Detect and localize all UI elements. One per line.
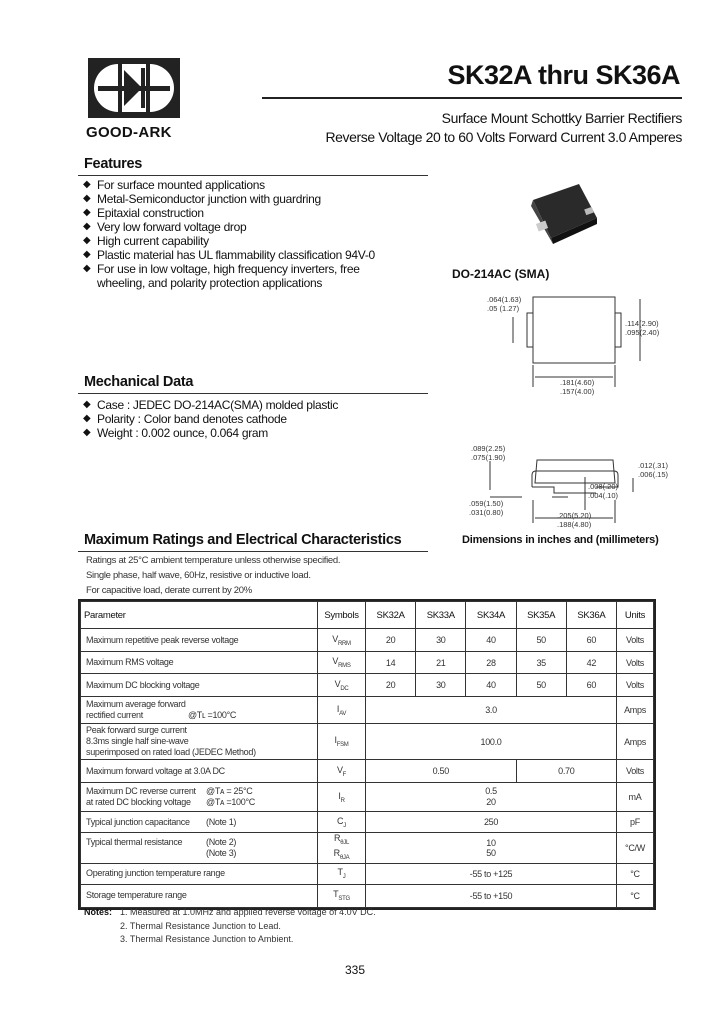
symbol-sub: STG	[338, 895, 350, 902]
value-line: 10	[486, 837, 496, 848]
value-cell: 40	[466, 629, 516, 652]
table-row	[81, 629, 654, 652]
diode-logo-icon	[88, 58, 180, 118]
mechanical-item: ◆ Weight : 0.002 ounce, 0.064 gram	[83, 426, 338, 440]
unit-cell: °C/W	[617, 833, 654, 864]
symbol: V	[334, 678, 341, 689]
note-item: 3. Thermal Resistance Junction to Ambient.	[120, 934, 294, 944]
dim-value: .181(4.60)	[560, 378, 595, 387]
table-row	[81, 812, 654, 833]
param-line: 8.3ms single half sine-wave	[86, 736, 189, 746]
value-cell: 21	[416, 652, 466, 674]
page-number: 335	[345, 963, 366, 977]
value-cell: 28	[466, 652, 516, 674]
value-cell: 14	[366, 652, 416, 674]
symbol-sub: RMS	[338, 662, 351, 669]
value-line: 20	[486, 797, 496, 807]
symbol-cell	[318, 724, 366, 760]
value-cell: 60	[566, 629, 616, 652]
param-cell	[81, 833, 318, 864]
symbol-cell	[318, 674, 366, 697]
condition-note: Single phase, half wave, 60Hz, resistive or inductive load.	[86, 570, 311, 581]
symbol-cell	[318, 760, 366, 783]
param-line: Maximum DC reverse current	[86, 786, 196, 796]
param-line: superimposed on rated load (JEDEC Method)	[86, 747, 256, 757]
dim-value: .205(5.20)	[557, 511, 592, 520]
unit-cell: Volts	[617, 652, 654, 674]
ratings-divider	[78, 551, 428, 552]
dim-overall-length	[557, 511, 591, 529]
package-label: DO-214AC (SMA)	[452, 267, 550, 281]
symbol: R	[333, 847, 340, 858]
note-item: 1. Measured at 1.0MHz and applied reverse voltage of 4.0V DC.	[120, 907, 376, 917]
dim-value: .157(4.00)	[560, 387, 595, 396]
ratings-conditions	[86, 553, 340, 598]
table-row	[81, 697, 654, 724]
col-header: SK32A	[366, 602, 416, 629]
value-cell: 42	[566, 652, 616, 674]
value-cell: 20	[366, 629, 416, 652]
dim-value: .188(4.80)	[557, 520, 592, 529]
notes	[84, 906, 376, 947]
col-header: Symbols	[318, 602, 366, 629]
symbol-sub: J	[343, 822, 346, 829]
ratings-heading: Maximum Ratings and Electrical Characteristics	[84, 532, 402, 548]
param-line: at rated DC blocking voltage	[86, 797, 191, 807]
dim-value: .031(0.80)	[469, 508, 504, 517]
param-line: Typical thermal resistance	[86, 836, 183, 847]
param-condition: @Tᴀ = 25°C	[206, 786, 253, 796]
unit-cell: °C	[617, 863, 654, 884]
subtitle-product-type: Surface Mount Schottky Barrier Rectifiers	[441, 110, 682, 126]
condition-note: For capacitive load, derate current by 20%	[86, 585, 252, 596]
col-header: SK35A	[516, 602, 566, 629]
param-line: Maximum average forward	[86, 699, 186, 709]
unit-cell: pF	[617, 812, 654, 833]
symbol-sub: FSM	[336, 741, 349, 748]
symbol: R	[334, 833, 341, 843]
value-line: 0.5	[485, 786, 497, 796]
symbol: V	[332, 633, 338, 644]
unit-cell: Amps	[617, 724, 654, 760]
dim-height	[471, 444, 505, 462]
features-divider	[78, 175, 428, 176]
dim-value: .075(1.90)	[471, 453, 506, 462]
condition-note: Ratings at 25°C ambient temperature unless otherwise specified.	[86, 555, 341, 566]
param-line: Peak forward surge current	[86, 725, 187, 735]
col-header: SK34A	[466, 602, 516, 629]
col-header: Units	[617, 602, 654, 629]
dimensions-caption: Dimensions in inches and (millimeters)	[462, 534, 659, 546]
dim-lead-length	[469, 499, 503, 517]
param-cell: Storage temperature range	[81, 884, 318, 907]
table-row	[81, 674, 654, 697]
symbol: T	[337, 867, 343, 878]
feature-item: ◆ Very low forward voltage drop	[83, 220, 375, 234]
symbol-cell	[318, 812, 366, 833]
symbol-cell	[318, 884, 366, 907]
feature-item: ◆ High current capability	[83, 234, 375, 248]
dim-value: .114(2.90)	[625, 319, 659, 328]
unit-cell: Volts	[617, 629, 654, 652]
table-row	[81, 833, 654, 864]
param-cell: Maximum RMS voltage	[81, 652, 318, 674]
value-cell: 40	[466, 674, 516, 697]
symbol: V	[332, 656, 339, 667]
feature-item-continued: wheeling, and polarity protection applications	[97, 276, 323, 290]
dim-value: .064(1.63)	[487, 295, 522, 304]
symbol-sub: R	[340, 797, 345, 804]
value-cell: 30	[416, 674, 466, 697]
symbol-cell	[318, 652, 366, 674]
value-line: 50	[486, 847, 496, 858]
feature-item: ◆ For use in low voltage, high frequency inverters, free	[83, 262, 375, 276]
symbol-sub: θJL	[340, 839, 349, 846]
unit-cell: Volts	[617, 674, 654, 697]
table-row	[81, 884, 654, 907]
symbol: I	[334, 735, 337, 746]
ratings-table	[78, 599, 656, 910]
brand-name: GOOD-ARK	[86, 124, 172, 141]
sma-package-photo	[527, 178, 601, 248]
dim-lead-thickness	[638, 461, 668, 479]
symbol: I	[336, 703, 340, 714]
mechanical-heading: Mechanical Data	[84, 374, 194, 390]
symbol-sub: F	[342, 771, 347, 778]
value-cell: 60	[566, 674, 616, 697]
feature-item: ◆ Epitaxial construction	[83, 206, 375, 220]
mechanical-item: ◆ Case : JEDEC DO-214AC(SMA) molded plastic	[83, 398, 338, 412]
features-heading: Features	[84, 156, 143, 172]
dim-standoff	[588, 482, 618, 500]
value-cell: 250	[366, 812, 617, 833]
dim-value: .059(1.50)	[469, 499, 504, 508]
dim-value: .004(.10)	[588, 491, 619, 500]
value-cell: 30	[416, 629, 466, 652]
unit-cell: °C	[617, 884, 654, 907]
notes-label: Notes:	[84, 907, 113, 917]
unit-cell: Volts	[617, 760, 654, 783]
mechanical-list	[83, 398, 338, 440]
feature-item: ◆ Plastic material has UL flammability classification 94V-0	[83, 248, 375, 262]
dim-body-length	[560, 378, 594, 396]
table-row	[81, 760, 654, 783]
dim-body-width	[625, 319, 659, 337]
value-cell	[366, 783, 617, 812]
table-row	[81, 783, 654, 812]
param-condition: @Tʟ =100°C	[187, 710, 237, 720]
title-divider	[262, 97, 682, 99]
param-cell	[81, 697, 318, 724]
dim-value: .089(2.25)	[471, 444, 506, 453]
value-cell: 35	[516, 652, 566, 674]
value-cell: 0.70	[516, 760, 616, 783]
value-cell: 20	[366, 674, 416, 697]
symbol-cell	[318, 629, 366, 652]
value-cell: -55 to +125	[366, 863, 617, 884]
symbol-cell	[318, 783, 366, 812]
dim-value: .012(.31)	[638, 461, 669, 470]
symbol-sub: AV	[339, 710, 347, 717]
table-row	[81, 863, 654, 884]
param-cell: Maximum DC blocking voltage	[81, 674, 318, 697]
page-title: SK32A thru SK36A	[447, 60, 680, 90]
subtitle-ratings: Reverse Voltage 20 to 60 Volts Forward Current 3.0 Amperes	[325, 129, 682, 145]
table-header-row	[81, 602, 654, 629]
value-cell: -55 to +150	[366, 884, 617, 907]
mechanical-divider	[78, 393, 428, 394]
unit-cell: Amps	[617, 697, 654, 724]
symbol-cell	[318, 863, 366, 884]
value-cell	[366, 833, 617, 864]
symbol-cell	[318, 697, 366, 724]
symbol-sub: J	[342, 873, 346, 880]
param-line: rectified current	[86, 710, 143, 720]
param-condition: (Note 1)	[206, 816, 237, 827]
param-condition: @Tᴀ =100°C	[206, 797, 255, 807]
table-row	[81, 724, 654, 760]
param-condition: (Note 3)	[206, 847, 237, 858]
symbol: V	[336, 764, 343, 775]
symbol: I	[338, 790, 341, 801]
param-cell: Maximum forward voltage at 3.0A DC	[81, 760, 318, 783]
symbol: T	[333, 889, 339, 900]
symbol-sub: θJA	[339, 854, 350, 861]
param-cell: Operating junction temperature range	[81, 863, 318, 884]
value-cell: 100.0	[366, 724, 617, 760]
symbol-sub: DC	[340, 685, 349, 692]
feature-item: ◆ For surface mounted applications	[83, 178, 375, 192]
dim-value: .095(2.40)	[625, 328, 660, 337]
symbol-cell	[318, 833, 366, 864]
good-ark-logo	[88, 58, 180, 118]
features-list	[83, 178, 375, 290]
dim-lead-width	[487, 295, 521, 313]
dim-value: .05 (1.27)	[487, 304, 520, 313]
param-cell: Maximum repetitive peak reverse voltage	[81, 629, 318, 652]
col-header: Parameter	[81, 602, 318, 629]
col-header: SK33A	[416, 602, 466, 629]
symbol: C	[337, 815, 344, 826]
param-cell	[81, 724, 318, 760]
symbol-sub: RRM	[337, 640, 351, 647]
param-cell	[81, 783, 318, 812]
unit-cell: mA	[617, 783, 654, 812]
value-cell: 50	[516, 629, 566, 652]
dim-value: .006(.15)	[638, 470, 669, 479]
value-cell: 0.50	[366, 760, 517, 783]
param-cell	[81, 812, 318, 833]
mechanical-item: ◆ Polarity : Color band denotes cathode	[83, 412, 338, 426]
col-header: SK36A	[566, 602, 616, 629]
param-line: Typical junction capacitance	[86, 816, 190, 827]
note-item: 2. Thermal Resistance Junction to Lead.	[120, 920, 281, 931]
param-condition: (Note 2)	[206, 836, 237, 847]
feature-item: ◆ Metal-Semiconductor junction with guardring	[83, 192, 375, 206]
table-row	[81, 652, 654, 674]
value-cell: 3.0	[366, 697, 617, 724]
value-cell: 50	[516, 674, 566, 697]
dim-value: .008(.20)	[588, 482, 619, 491]
